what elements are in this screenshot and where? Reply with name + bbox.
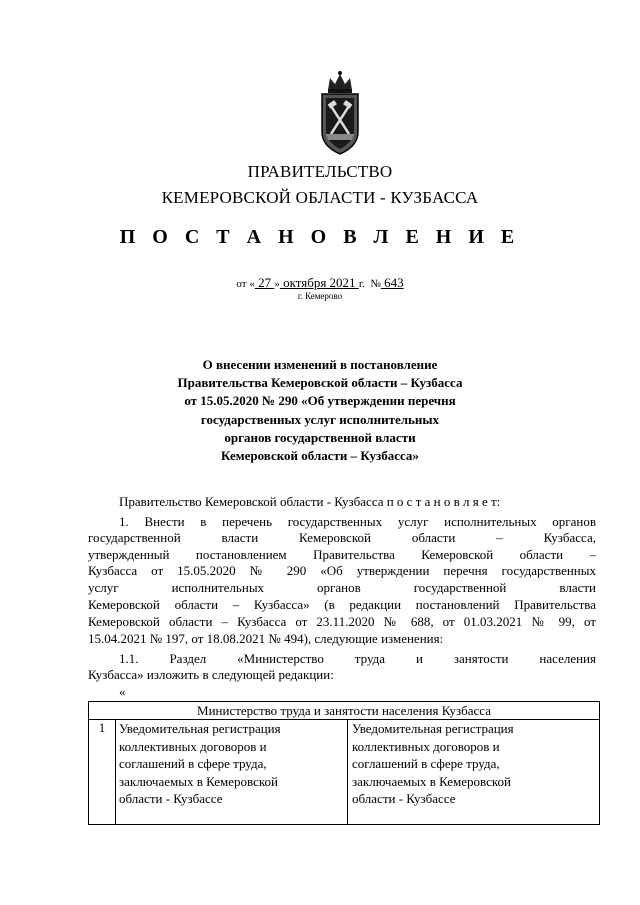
document-number: 643 (380, 275, 404, 290)
table-cell-number: 1 (89, 720, 116, 824)
subject-line: органов государственной власти (224, 429, 416, 445)
subject-line: государственных услуг исполнительных (200, 411, 440, 427)
body-line: 1. Внести в перечень государственных услуг исполнительных органов (119, 514, 596, 529)
services-table (88, 701, 600, 825)
cell-line: Уведомительная регистрация (119, 721, 281, 736)
body-line: Кемеровской области – Кузбасса от 23.11.2020 № 688, от 01.03.2021 № 99, от (88, 614, 596, 629)
body-line: « (119, 684, 126, 699)
year-suffix: г. (358, 278, 365, 290)
document-subject (140, 356, 500, 465)
cell-line: области - Кузбассе (352, 791, 456, 806)
body-line: утвержденный постановлением Правительства Кемеровской области – (88, 547, 596, 562)
city-name: г. Кемерово (297, 291, 343, 301)
subject-line: от 15.05.2020 № 290 «Об утверждении перечня (184, 393, 456, 409)
body-line: услуг исполнительных органов государственной власти (88, 580, 596, 595)
cell-line: Уведомительная регистрация (352, 721, 514, 736)
body-line: 1.1. Раздел «Министерство труда и занятости населения (119, 651, 596, 666)
cell-line: заключаемых в Кемеровской (352, 773, 511, 789)
date-day: 27 (254, 275, 275, 290)
cell-line: области - Кузбассе (119, 791, 223, 806)
cell-line: заключаемых в Кемеровской (119, 773, 278, 789)
body-line: государственной власти Кемеровской области – Кузбасса, (88, 530, 596, 545)
org-name-line2: КЕМЕРОВСКОЙ ОБЛАСТИ - КУЗБАССА (161, 188, 479, 207)
date-number-line (0, 275, 640, 291)
date-prefix: от « (236, 278, 255, 290)
table-cell-function (349, 720, 599, 824)
table-header: Министерство труда и занятости населения Кузбасса (89, 702, 599, 720)
body-line: Правительство Кемеровской области - Кузбасса п о с т а н о в л я е т: (119, 494, 501, 509)
subject-line: Правительства Кемеровской области – Кузбасса (177, 375, 463, 391)
cell-line: коллективных договоров и (119, 738, 267, 754)
subject-line: О внесении изменений в постановление (202, 357, 438, 372)
coat-of-arms-icon (318, 70, 362, 160)
org-name-line1: ПРАВИТЕЛЬСТВО (247, 162, 393, 181)
body-line: 15.04.2021 № 197, от 18.08.2021 № 494), следующие изменения: (88, 631, 444, 646)
cell-line: соглашений в сфере труда, (119, 756, 267, 771)
cell-line: коллективных договоров и (352, 738, 500, 754)
table-cell-service (116, 720, 348, 824)
document-type-title: П О С Т А Н О В Л Е Н И Е (119, 226, 521, 248)
date-mid: » (274, 278, 280, 290)
date-month-year: октября 2021 (279, 275, 359, 290)
number-prefix: № (370, 278, 381, 290)
body-line: Кузбасса от 15.05.2020 № 290 «Об утверждении перечня государственных (88, 563, 596, 578)
body-line: Кемеровской области – Кузбасса» (в редакции постановлений Правительства (88, 597, 596, 612)
subject-line: Кемеровской области – Кузбасса» (221, 448, 419, 464)
body-line: Кузбасса» изложить в следующей редакции: (88, 667, 334, 682)
cell-line: соглашений в сфере труда, (352, 756, 500, 771)
